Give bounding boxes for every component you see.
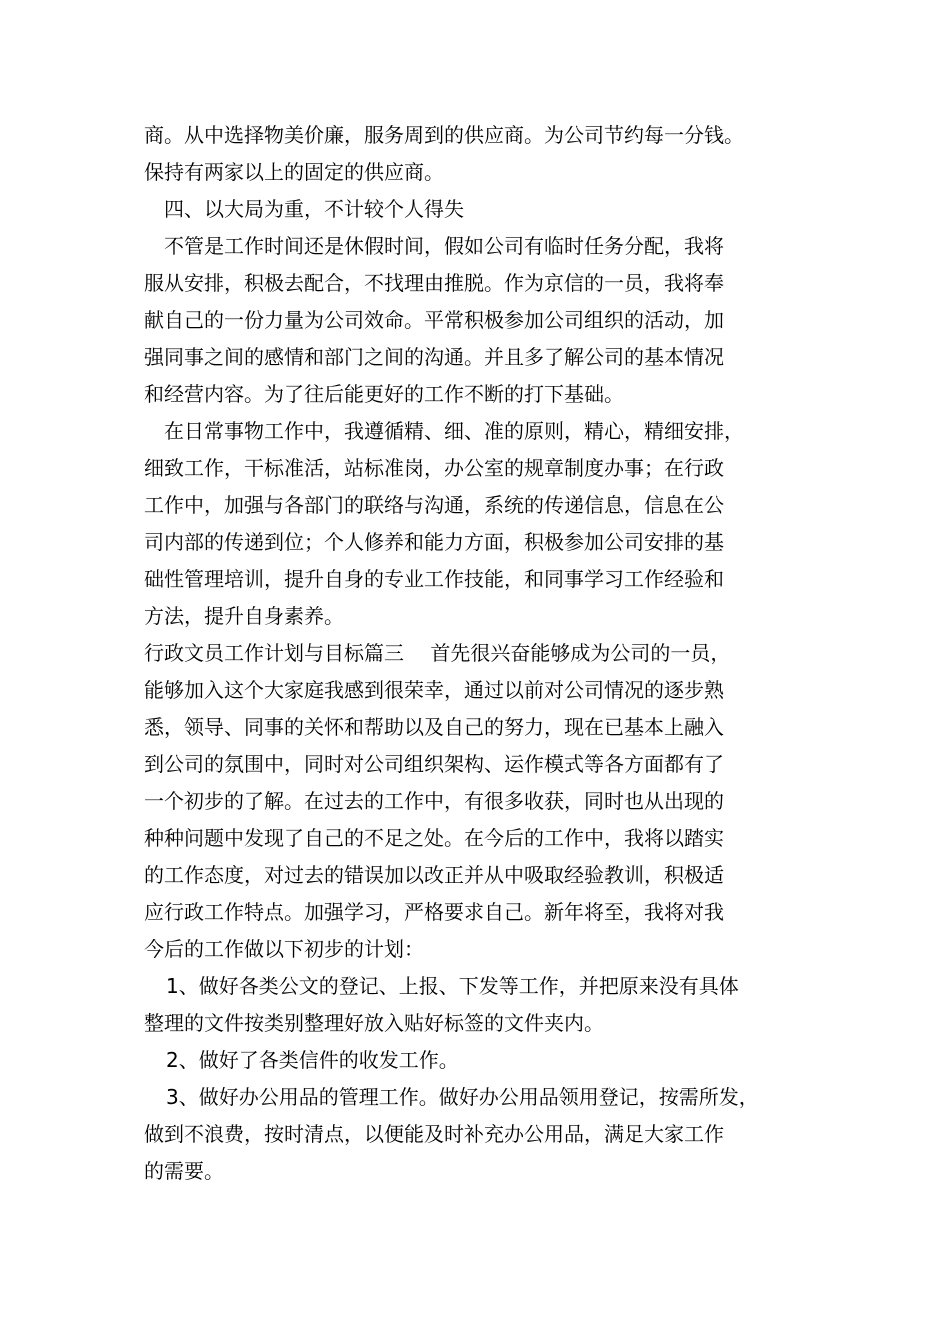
text-line: 能够加入这个大家庭我感到很荣幸，通过以前对公司情况的逐步熟 — [144, 678, 724, 702]
text-line: 和经营内容。为了往后能更好的工作不断的打下基础。 — [144, 382, 624, 406]
text-line: 到公司的氛围中，同时对公司组织架构、运作模式等各方面都有了 — [144, 752, 724, 776]
text-line: 司内部的传递到位；个人修养和能力方面，积极参加公司安排的基 — [144, 530, 724, 554]
text-line: 做到不浪费，按时清点，以便能及时补充办公用品，满足大家工作 — [144, 1122, 724, 1146]
paragraph-start: 在日常事物工作中，我遵循精、细、准的原则，精心，精细安排， — [164, 419, 744, 443]
text-line: 保持有两家以上的固定的供应商。 — [144, 160, 444, 184]
text-line: 整理的文件按类别整理好放入贴好标签的文件夹内。 — [144, 1011, 604, 1035]
text-line: 商。从中选择物美价廉，服务周到的供应商。为公司节约每一分钱。 — [144, 123, 744, 147]
list-item-start: 3、做好办公用品的管理工作。做好办公用品领用登记，按需所发， — [166, 1085, 759, 1109]
text-line: 工作中，加强与各部门的联络与沟通，系统的传递信息，信息在公 — [144, 493, 724, 517]
text-line: 一个初步的了解。在过去的工作中，有很多收获，同时也从出现的 — [144, 789, 724, 813]
text-line: 应行政工作特点。加强学习，严格要求自己。新年将至，我将对我 — [144, 900, 724, 924]
text-line: 服从安排，积极去配合，不找理由推脱。作为京信的一员，我将奉 — [144, 271, 724, 295]
text-line: 强同事之间的感情和部门之间的沟通。并且多了解公司的基本情况 — [144, 345, 724, 369]
list-item-start: 1、做好各类公文的登记、上报、下发等工作，并把原来没有具体 — [166, 974, 739, 998]
list-item-start: 2、做好了各类信件的收发工作。 — [166, 1048, 459, 1072]
document-body — [144, 117, 844, 1190]
text-line: 的工作态度，对过去的错误加以改正并从中吸取经验教训，积极适 — [144, 863, 724, 887]
text-line: 今后的工作做以下初步的计划： — [144, 937, 424, 961]
text-line: 方法，提升自身素养。 — [144, 604, 344, 628]
paragraph-start: 不管是工作时间还是休假时间，假如公司有临时任务分配，我将 — [164, 234, 724, 258]
text-line: 悉，领导、同事的关怀和帮助以及自己的努力，现在已基本上融入 — [144, 715, 724, 739]
section-heading: 四、以大局为重，不计较个人得失 — [164, 197, 464, 221]
text-line: 种种问题中发现了自己的不足之处。在今后的工作中，我将以踏实 — [144, 826, 724, 850]
article-title-line: 行政文员工作计划与目标篇三 首先很兴奋能够成为公司的一员， — [144, 641, 731, 665]
text-line: 细致工作，干标准活，站标准岗，办公室的规章制度办事；在行政 — [144, 456, 724, 480]
text-line: 的需要。 — [144, 1159, 224, 1183]
text-line: 献自己的一份力量为公司效命。平常积极参加公司组织的活动，加 — [144, 308, 724, 332]
text-line: 础性管理培训，提升自身的专业工作技能，和同事学习工作经验和 — [144, 567, 724, 591]
